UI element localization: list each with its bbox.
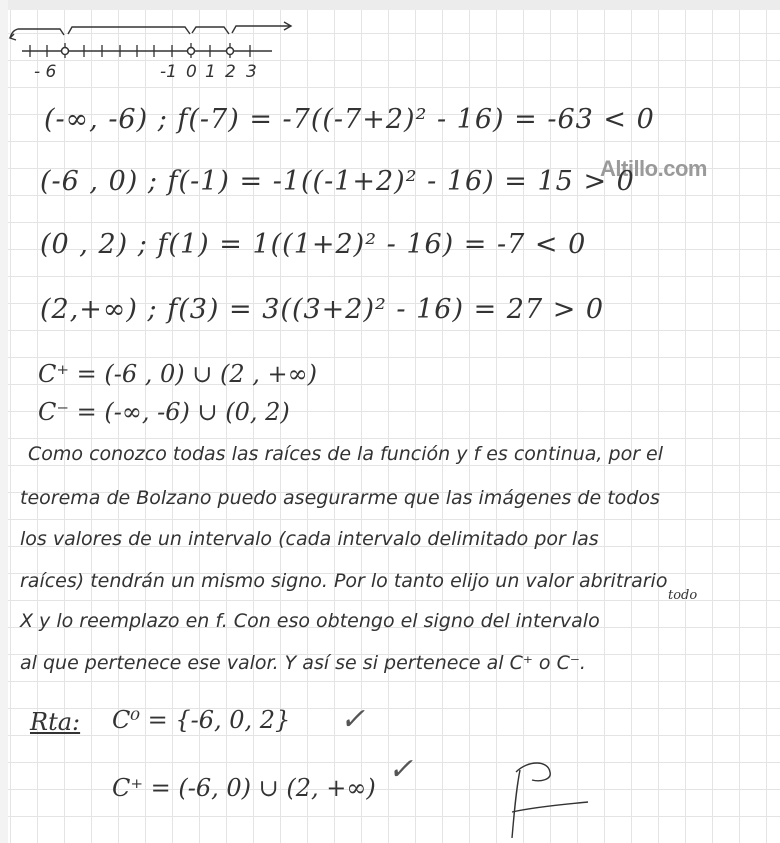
paragraph-line-1: Como conozco todas las raíces de la función y f es continua, por el — [28, 443, 664, 465]
tick-label-0: 0 — [186, 62, 197, 82]
paragraph-line-4: raíces) tendrán un mismo signo. Por lo tanto elijo un valor abritrario — [20, 570, 668, 592]
signature-stroke — [512, 770, 520, 838]
tick-label-3: 3 — [246, 62, 257, 82]
evaluation-line-3: (0 , 2) ; f(1) = 1((1+2)² - 16) = -7 < 0 — [40, 229, 587, 260]
evaluation-line-4: (2,+∞) ; f(3) = 3((3+2)² - 16) = 27 > 0 — [40, 294, 605, 325]
check-mark-2: ✓ — [388, 752, 414, 787]
paragraph-line-6: al que pertenece ese valor. Y así se si pertenece al C⁺ o C⁻. — [20, 652, 586, 674]
paragraph-line-2: teorema de Bolzano puedo asegurarme que las imágenes de todos — [20, 487, 660, 509]
evaluation-line-1: (-∞, -6) ; f(-7) = -7((-7+2)² - 16) = -63 < 0 — [44, 104, 655, 135]
tick-label-neg1: -1 — [160, 62, 177, 82]
paragraph-note: todo — [668, 588, 698, 603]
answer-zero-set: C⁰ = {-6, 0, 2} — [112, 706, 291, 734]
tick-label-neg6: - 6 — [34, 62, 57, 82]
positive-set: C⁺ = (-6 , 0) ∪ (2 , +∞) — [38, 360, 318, 388]
watermark-logo: Altillo.com — [600, 156, 707, 181]
evaluation-line-2: (-6 , 0) ; f(-1) = -1((-1+2)² - 16) = 15 > 0 — [40, 166, 635, 197]
paragraph-line-5: X y lo reemplazo en f. Con eso obtengo el signo del intervalo — [20, 610, 600, 632]
answer-label: Rta: — [30, 708, 81, 736]
negative-set: C⁻ = (-∞, -6) ∪ (0, 2) — [38, 398, 290, 426]
answer-positive-set: C⁺ = (-6, 0) ∪ (2, +∞) — [112, 774, 376, 802]
tick-label-1: 1 — [205, 62, 216, 82]
paragraph-line-3: los valores de un intervalo (cada intervalo delimitado por las — [20, 528, 599, 550]
check-mark-1: ✓ — [340, 702, 366, 737]
tick-label-2: 2 — [225, 62, 236, 82]
